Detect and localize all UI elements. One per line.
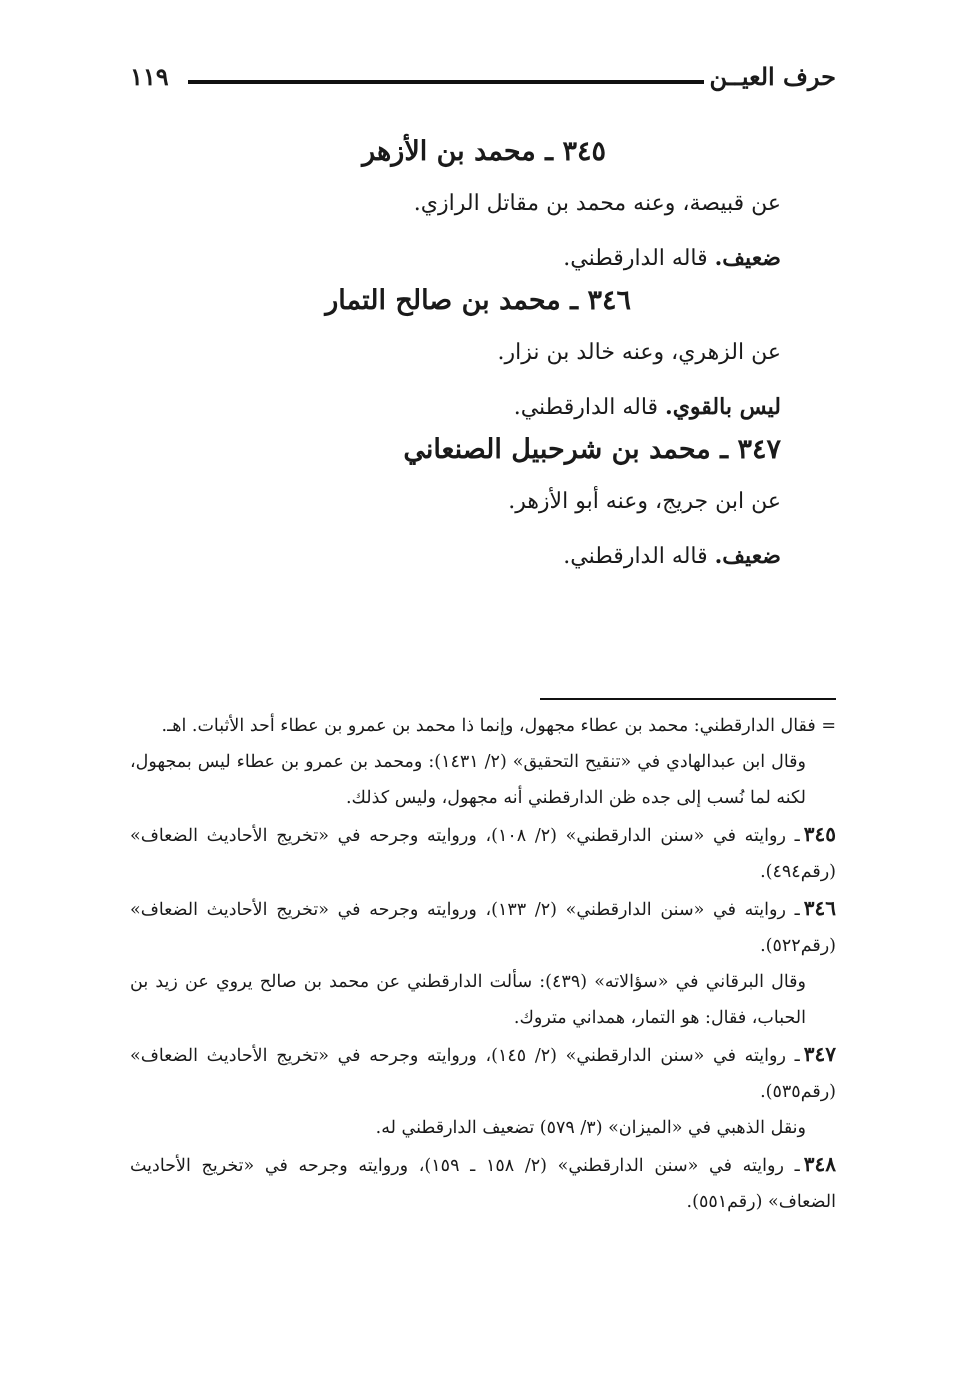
footnote-346 (130, 890, 836, 964)
footnote-345 (130, 816, 836, 890)
entry-title: ٣٤٧ ـ محمد بن شرحبيل الصنعاني (403, 434, 781, 465)
entry-line: عن ابن جريج، وعنه أبو الأزهر. (508, 489, 781, 514)
entry-line: عن الزهري، وعنه خالد بن نزار. (497, 340, 781, 365)
entry-346 (130, 285, 781, 434)
footnote-rule (540, 698, 836, 700)
entry-title: ٣٤٦ ـ محمد بن صالح التمار (325, 285, 631, 316)
footnotes (130, 698, 836, 1220)
footnote-continuation: = فقال الدارقطني: محمد بن عطاء مجهول، وإنما ذا محمد بن عمرو بن عطاء أحد الأثبات. اهـ. (161, 716, 836, 736)
attribution: قاله الدارقطني. (563, 544, 708, 569)
main-text (130, 136, 781, 583)
entry-line: عن قبيصة، وعنه محمد بن مقاتل الرازي. (413, 191, 781, 216)
footnote-text: ـ روايته في «سنن الدارقطني» (٢/ ١٠٨)، وروايته وجرحه في «تخريج الأحاديث الضعاف» (رقم٤٩٤). (130, 826, 836, 882)
footnote-paragraph: وقال ابن عبدالهادي في «تنقيح التحقيق» (٢/ ١٤٣١): ومحمد بن عمرو بن عطاء ليس بمجهول، لكنه لما نُسب إلى جده ظن الدارقطني أنه مجهول، وليس كذلك. (130, 752, 806, 808)
verdict: ضعيف. (714, 245, 781, 271)
footnote-number: ٣٤٧ (803, 1042, 836, 1066)
attribution: قاله الدارقطني. (563, 246, 708, 271)
attribution: قاله الدارقطني. (513, 395, 659, 420)
running-header (130, 62, 836, 102)
footnote-number: ٣٤٨ (803, 1152, 836, 1176)
footnote-paragraph: وقال البرقاني في «سؤالاته» (٤٣٩): سألت الدارقطني عن محمد بن صالح يروي عن زيد بن الحباب، فقال: هو التمار، همداني متروك. (130, 972, 806, 1028)
footnote-number: ٣٤٥ (803, 822, 836, 846)
header-rule (188, 80, 704, 84)
entry-verdict-line (130, 380, 781, 434)
verdict: ليس بالقوي. (665, 394, 781, 420)
footnote-347 (130, 1036, 836, 1110)
verdict: ضعيف. (714, 543, 781, 569)
footnote-text: ـ روايته في «سنن الدارقطني» (٢/ ١٤٥)، وروايته وجرحه في «تخريج الأحاديث الضعاف» (رقم٥٣٥). (130, 1046, 836, 1102)
entry-347 (130, 434, 781, 583)
footnote-348 (130, 1146, 836, 1220)
entry-verdict-line (130, 529, 781, 583)
footnote-text: ـ روايته في «سنن الدارقطني» (٢/ ١٥٨ ـ ١٥٩)، وروايته وجرحه في «تخريج الأحاديث الضعاف» (رقم٥٥١). (130, 1156, 836, 1212)
chapter-title: حرف العيــن (709, 62, 836, 91)
footnote-paragraph: ونقل الذهبي في «الميزان» (٣/ ٥٧٩) تضعيف الدارقطني له. (375, 1118, 806, 1138)
entry-verdict-line (130, 231, 781, 285)
entry-345 (130, 136, 781, 285)
page-number: ١١٩ (130, 62, 169, 91)
entry-title: ٣٤٥ ـ محمد بن الأزهر (362, 136, 606, 167)
footnote-number: ٣٤٦ (803, 896, 836, 920)
footnote-text: ـ روايته في «سنن الدارقطني» (٢/ ١٣٣)، وروايته وجرحه في «تخريج الأحاديث الضعاف» (رقم٥٢٢). (130, 900, 836, 956)
